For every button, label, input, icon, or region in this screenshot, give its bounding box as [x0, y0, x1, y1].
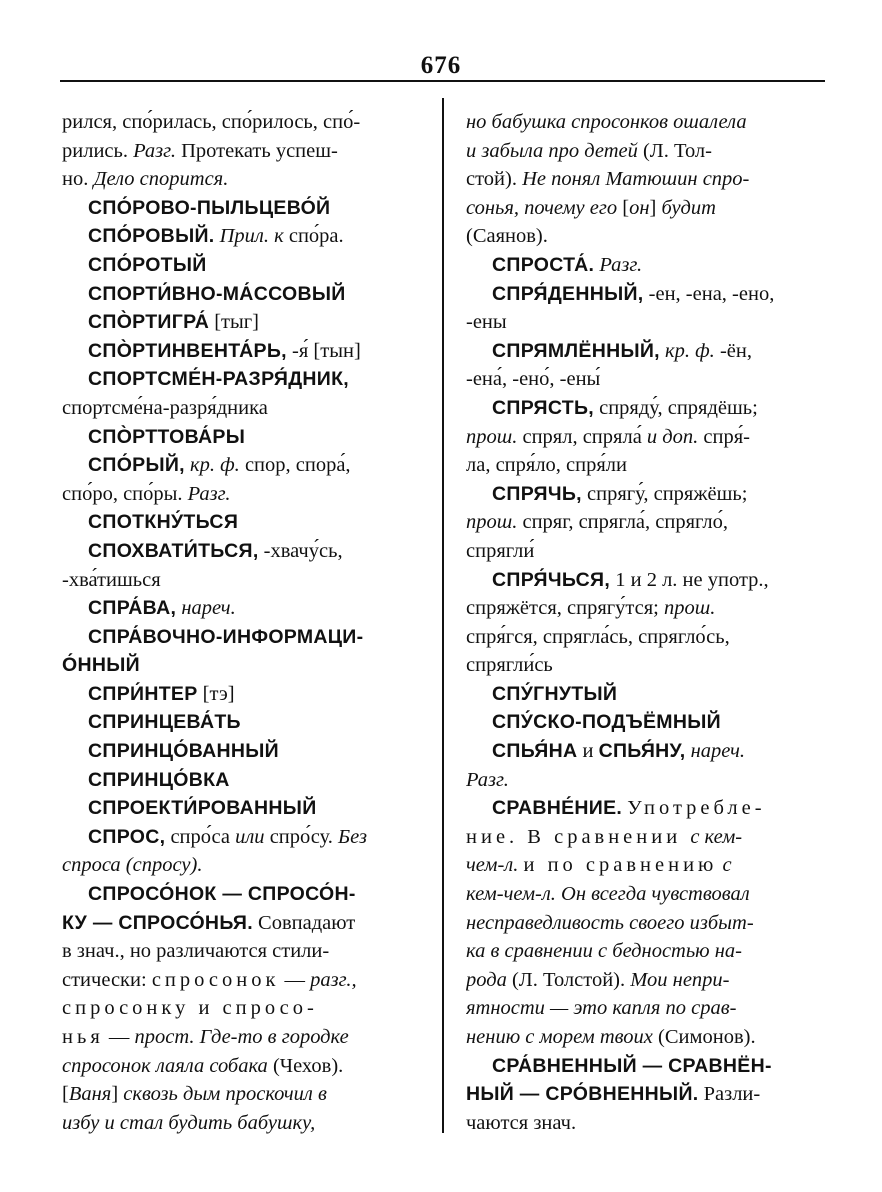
text-run: рился, спо́рилась, спо́рилось, спо́- [62, 111, 361, 133]
text-run: стически: [62, 968, 152, 991]
text-line [466, 766, 826, 795]
italic-run: сонья, почему его [466, 196, 623, 219]
text-run: Протекать успеш- [175, 139, 338, 162]
text-line [62, 451, 420, 480]
text-line [466, 794, 826, 823]
text-line [466, 480, 826, 509]
headword: СПРА́ВОЧНО-ИНФОРМАЦИ- [88, 625, 364, 648]
italic-run: кем-чем-л. Он всегда чувствовал [466, 883, 750, 906]
italic-run: Не понял Матюшин спро- [522, 168, 750, 191]
headword: СПЬЯ́НА [492, 740, 578, 763]
text-line [62, 708, 420, 737]
text-run: ] [111, 1083, 124, 1106]
right-column [466, 108, 826, 1137]
text-line [62, 365, 420, 394]
headword: СПРЯ́ЧЬСЯ, [492, 568, 611, 591]
headword: СПО̀РТТОВА́РЫ [88, 425, 246, 448]
text-line [466, 222, 826, 251]
italic-run: прост. Где-то в городке [134, 1026, 349, 1048]
italic-run: кр. ф. [190, 454, 240, 477]
text-run: -хва́тишься [62, 568, 161, 591]
spaced-run: нья [62, 1026, 104, 1048]
italic-run: избу и стал будить бабушку, [62, 1111, 316, 1134]
text-run: Совпадают [252, 911, 356, 934]
text-line [62, 394, 420, 423]
text-line [62, 165, 420, 194]
italic-run: Разг. [133, 139, 176, 162]
headword: СПРОС, [88, 825, 166, 848]
headword: СПРИНЦО́ВКА [88, 768, 230, 791]
italic-run: прош. [466, 511, 518, 534]
text-run: спор, спора́, [239, 454, 351, 477]
text-run: спо́ра. [283, 225, 344, 248]
text-line [62, 566, 420, 595]
text-line [62, 1080, 420, 1109]
headword: СПРЯ́ДЕННЫЙ, [492, 282, 644, 305]
text-run: [ [62, 1083, 69, 1106]
italic-run: нареч. [181, 597, 236, 620]
text-line [466, 451, 826, 480]
italic-run: Разг. [466, 768, 509, 791]
text-run: [тэ] [197, 682, 235, 705]
text-run: -ена́, -ено́, -ены́ [466, 368, 601, 391]
text-run: ] [649, 196, 662, 219]
italic-run: Без [338, 825, 367, 848]
text-line [466, 1052, 826, 1081]
headword: СПО́РОТЫЙ [88, 253, 207, 276]
text-line [466, 308, 826, 337]
italic-run: Разг. [187, 482, 231, 505]
text-line [62, 108, 420, 137]
text-line [466, 651, 826, 680]
text-run: -ены [466, 311, 507, 334]
text-line [466, 823, 826, 852]
text-run: спрягли́сь [466, 654, 553, 677]
text-run: спряду́, спрядёшь; [593, 396, 758, 419]
text-line [62, 994, 420, 1023]
text-line [62, 909, 420, 938]
text-line [466, 594, 826, 623]
text-line [62, 766, 420, 795]
text-line [466, 394, 826, 423]
text-line [62, 137, 420, 166]
text-run: (Чехов). [267, 1054, 344, 1077]
headword: СПРА́ВА, [88, 597, 177, 620]
italic-run: сквозь дым проскочил в [123, 1083, 327, 1106]
italic-run: прош. [466, 425, 518, 448]
text-line [466, 1080, 826, 1109]
text-line [62, 280, 420, 309]
text-run: [ [622, 196, 630, 219]
text-run: стой). [466, 168, 523, 191]
italic-run: будит [661, 196, 716, 219]
italic-run: чем-л. [466, 854, 519, 877]
text-line [466, 680, 826, 709]
text-run: спря́- [698, 425, 750, 448]
text-line [62, 594, 420, 623]
headword: СПРИНЦЕВА́ТЬ [88, 711, 241, 734]
headword: СПОХВАТИ́ТЬСЯ, [88, 539, 259, 562]
text-line [62, 251, 420, 280]
text-line [466, 537, 826, 566]
text-line [62, 937, 420, 966]
text-line [466, 623, 826, 652]
text-run: -я́ [тын] [286, 339, 361, 362]
text-run: спряг, спрягла́, спрягло́, [517, 511, 728, 534]
text-line [62, 480, 420, 509]
spaced-run: спросонку и спросо- [62, 997, 318, 1020]
text-line [62, 1023, 420, 1052]
text-line [466, 880, 826, 909]
text-line [62, 794, 420, 823]
text-run: (Саянов). [466, 225, 548, 248]
text-line [62, 337, 420, 366]
text-run: [тыг] [209, 311, 259, 334]
text-run: спро́са [165, 825, 236, 848]
italic-run: несправедливость своего избыт- [466, 911, 754, 934]
text-run: в знач., но различаются стили- [62, 940, 330, 963]
italic-run: нареч. [690, 740, 746, 763]
text-run: Разли- [698, 1083, 761, 1106]
text-run: — [103, 1026, 135, 1048]
text-line [466, 1023, 826, 1052]
text-line [466, 194, 826, 223]
text-run: но. [62, 168, 94, 191]
italic-run: прош. [663, 597, 716, 620]
headword: СПОРТСМЕ́Н-РАЗРЯ́ДНИК, [88, 368, 350, 391]
text-run: спрягу́, спряжёшь; [581, 482, 748, 505]
text-line [62, 1109, 420, 1138]
text-line [466, 937, 826, 966]
headword: НЫЙ — СРО́ВНЕННЫЙ. [466, 1083, 699, 1106]
text-run: чаются знач. [466, 1111, 577, 1134]
spaced-run: Употребле- [627, 797, 766, 820]
italic-run: и доп. [646, 425, 699, 448]
headword: СРАВНЕ́НИЕ. [492, 797, 623, 820]
headword: СПУ́СКО-ПОДЪЁМНЫЙ [492, 711, 721, 734]
italic-run: ка в сравнении с бедностью на- [466, 940, 743, 963]
text-line [62, 1052, 420, 1081]
headword: СПОТКНУ́ТЬСЯ [88, 511, 239, 534]
italic-run: с [722, 854, 732, 877]
headword: СПЬЯ́НУ, [598, 740, 686, 763]
text-line [62, 737, 420, 766]
text-run: (Л. Толстой). [506, 968, 631, 991]
headword: СРА́ВНЕННЫЙ — СРАВНЁН- [492, 1054, 772, 1077]
italic-run: рода [466, 968, 507, 991]
spaced-run: ние. В сравнении [466, 825, 691, 848]
headword: СПО̀РТИГРА́ [88, 311, 210, 334]
headword: СПРЯМЛЁННЫЙ, [492, 339, 660, 362]
text-run: ла, спря́ло, спря́ли [466, 454, 628, 477]
text-line [62, 423, 420, 452]
text-line [466, 566, 826, 595]
italic-run: или [235, 825, 265, 848]
text-line [62, 823, 420, 852]
text-run: спряжётся, спрягу́тся; [466, 597, 664, 620]
italic-run: спроса (спросу). [62, 854, 203, 877]
headword: СПРЯЧЬ, [492, 482, 582, 505]
text-line [62, 880, 420, 909]
left-column [62, 108, 420, 1137]
headword: СПРОСО́НОК — СПРОСО́Н- [88, 883, 356, 906]
text-run: -хвачу́сь, [258, 539, 343, 562]
italic-run: нению с морем твоих [466, 1026, 653, 1048]
text-run: (Л. Тол- [637, 139, 712, 162]
text-line [466, 508, 826, 537]
italic-run: кр. ф. [665, 339, 715, 362]
text-line [466, 423, 826, 452]
text-run: -ён, [714, 339, 752, 362]
italic-run: Мои непри- [630, 968, 730, 991]
headword: СПОРТИ́ВНО-МА́ССОВЫЙ [88, 282, 346, 305]
italic-run: Прил. к [219, 225, 284, 248]
headword: СПУ́ГНУТЫЙ [492, 682, 618, 705]
headword: О́ННЫЙ [62, 654, 140, 677]
text-line [466, 337, 826, 366]
text-line [62, 651, 420, 680]
text-line [466, 994, 826, 1023]
headword: СПО́РОВО-ПЫЛЬЦЕВО́Й [88, 196, 331, 219]
text-line [62, 966, 420, 995]
text-line [466, 737, 826, 766]
headword: СПРИ́НТЕР [88, 682, 198, 705]
text-line [62, 194, 420, 223]
text-line [62, 308, 420, 337]
text-line [62, 508, 420, 537]
italic-run: Ваня [68, 1083, 112, 1106]
italic-run: Дело спорится. [93, 168, 229, 191]
text-run: спо́ро, спо́ры. [62, 482, 188, 505]
italic-run: ятности — это капля по срав- [466, 997, 737, 1020]
text-line [62, 537, 420, 566]
italic-run: и забыла про детей [466, 139, 638, 162]
text-run: рились. [62, 139, 134, 162]
headword: СПРЯСТЬ, [492, 396, 594, 419]
text-line [62, 623, 420, 652]
italic-run: разг., [310, 968, 357, 991]
headword: СПО́РЫЙ, [88, 454, 185, 477]
spaced-run: спросонок [151, 968, 280, 991]
text-run: спро́су. [264, 825, 339, 848]
italic-run: он [629, 196, 650, 219]
text-line [466, 365, 826, 394]
text-run: -ен, -ена, -ено, [643, 282, 775, 305]
text-run: и [577, 740, 599, 763]
headword: КУ — СПРОСО́НЬЯ. [62, 911, 253, 934]
text-line [466, 966, 826, 995]
text-line [466, 909, 826, 938]
text-line [62, 222, 420, 251]
text-line [466, 137, 826, 166]
headword: СПРИНЦО́ВАННЫЙ [88, 740, 279, 763]
column-divider [442, 98, 444, 1133]
text-line [466, 251, 826, 280]
headword: СПРОЕКТИ́РОВАННЫЙ [88, 797, 317, 820]
text-line [466, 280, 826, 309]
text-line [466, 165, 826, 194]
text-line [62, 851, 420, 880]
text-run: спрягли́ [466, 539, 535, 562]
spaced-run: и по сравнению [523, 854, 718, 877]
text-run: (Симонов). [652, 1026, 756, 1048]
text-line [62, 680, 420, 709]
headword: СПРОСТА́. [492, 253, 595, 276]
text-line [466, 1109, 826, 1138]
text-run: — [279, 968, 311, 991]
text-run: 1 и 2 л. не употр., [610, 568, 769, 591]
headword: СПО́РОВЫЙ. [88, 225, 215, 248]
text-run: спря́гся, спрягла́сь, спрягло́сь, [466, 625, 730, 648]
headword: СПО̀РТИНВЕНТА́РЬ, [88, 339, 287, 362]
text-run: спрял, спряла́ [517, 425, 647, 448]
text-run: спортсме́на-разря́дника [62, 396, 268, 419]
italic-run: Разг. [599, 253, 643, 276]
text-line [466, 708, 826, 737]
page-number: 676 [420, 52, 462, 79]
header-rule [60, 80, 825, 82]
text-line [466, 851, 826, 880]
italic-run: с кем- [690, 825, 743, 848]
text-line [466, 108, 826, 137]
italic-run: спросонок лаяла собака [62, 1054, 268, 1077]
italic-run: но бабушка спросонков ошалела [466, 111, 747, 133]
